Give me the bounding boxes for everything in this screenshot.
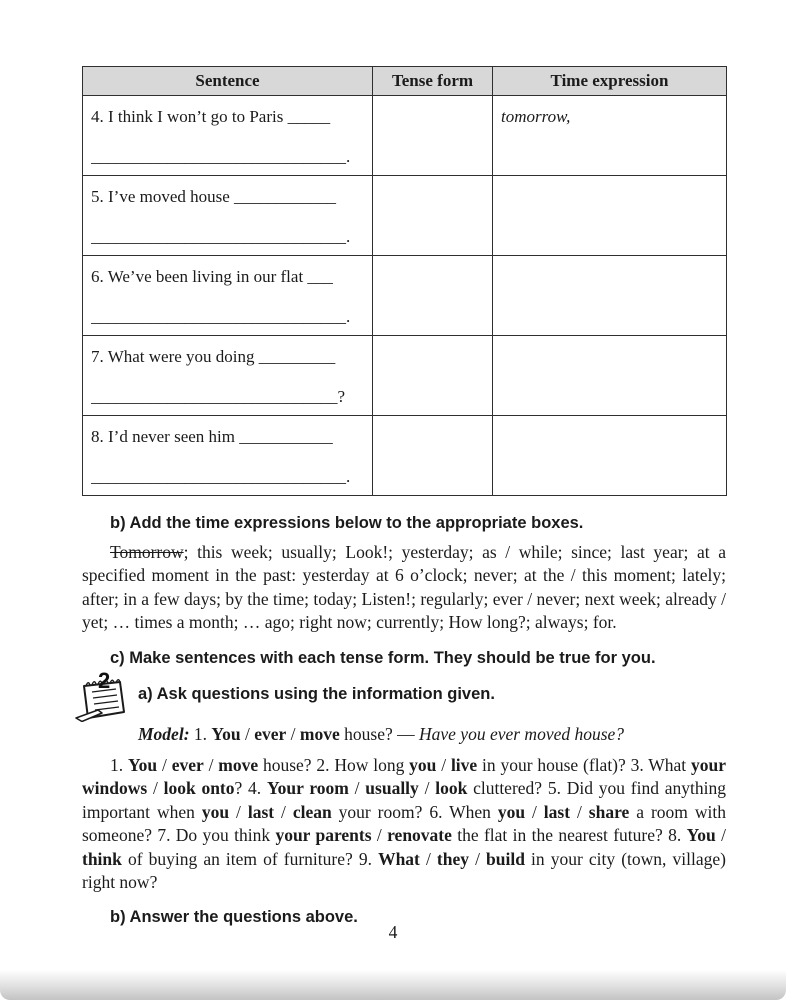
tense-form-cell — [373, 176, 493, 256]
time-expression-cell — [493, 176, 727, 256]
sentence-line-2: ______________________________. — [91, 227, 351, 246]
sentence-line-1: 4. I think I won’t go to Paris _____ — [91, 107, 331, 126]
sentence-cell — [83, 416, 373, 496]
table-row — [83, 256, 727, 336]
sentence-line-2: ______________________________. — [91, 467, 351, 486]
sentence-line-1: 7. What were you doing _________ — [91, 347, 336, 366]
table-header-tense-form: Tense form — [373, 67, 493, 96]
exercise-2-header — [82, 667, 726, 720]
tense-form-cell — [373, 96, 493, 176]
questions-paragraph: 1. You / ever / move house? 2. How long you / live in your house (flat)? 3. What your windows / look onto? 4. Your room / usually / look cluttered? 5. Did you find anything important when you / last / clean your room? 6. When you / last / share a room with someone? 7. Do you think your parents / renovate the flat in the nearest future? 8. You / think of buying an item of furniture? 9. What / they / build in your city (town, village) right now? — [82, 755, 726, 893]
sentence-line-1: 6. We’ve been living in our flat ___ — [91, 267, 333, 286]
instruction-b-answer-questions: b) Answer the questions above. — [110, 908, 358, 927]
page-bottom-edge — [0, 970, 786, 1000]
time-expression-cell — [493, 256, 727, 336]
instruction-b-add-time-expressions: b) Add the time expressions below to the appropriate boxes. — [110, 514, 584, 532]
tense-exercise-table — [82, 66, 727, 496]
exercise-number: 2 — [98, 667, 111, 693]
sentence-cell — [83, 176, 373, 256]
time-expression-cell — [493, 336, 727, 416]
table-row — [83, 176, 727, 256]
instruction-c-make-sentences: c) Make sentences with each tense form. They should be true for you. — [110, 648, 656, 667]
tense-form-cell — [373, 336, 493, 416]
time-expressions-paragraph: Tomorrow; this week; usually; Look!; yesterday; as / while; since; last year; at a specified moment in the past: yesterday at 6 o’clock; never; at the / this moment; lately; after; in a few days; by the time; today; Listen!; regularly; ever / never; next week; already / yet; … times a month; … ago; right now; currently; How long?; always; for. — [82, 542, 726, 633]
time-expression-cell — [493, 416, 727, 496]
table-header-row — [83, 67, 727, 96]
table-header-sentence: Sentence — [83, 67, 373, 96]
page-number: 4 — [388, 922, 398, 942]
sentence-line-2: _____________________________? — [91, 387, 346, 406]
table-row — [83, 416, 727, 496]
sentence-cell — [83, 96, 373, 176]
sentence-cell — [83, 336, 373, 416]
tense-form-cell — [373, 256, 493, 336]
model-sentence: Model: 1. You / ever / move house? — Have you ever moved house? — [138, 723, 625, 744]
time-expression-cell — [493, 96, 727, 176]
instruction-a-ask-questions: a) Ask questions using the information given. — [138, 684, 495, 703]
sentence-line-1: 5. I’ve moved house ____________ — [91, 187, 337, 206]
table-row — [83, 336, 727, 416]
table-row — [83, 96, 727, 176]
time-expression-value: tomorrow, — [501, 107, 571, 126]
sentence-line-1: 8. I’d never seen him ___________ — [91, 427, 333, 446]
sentence-cell — [83, 256, 373, 336]
page-content — [82, 0, 726, 928]
tense-form-cell — [373, 416, 493, 496]
sentence-line-2: ______________________________. — [91, 147, 351, 166]
table-header-time-expression: Time expression — [493, 67, 727, 96]
sentence-line-2: ______________________________. — [91, 307, 351, 326]
